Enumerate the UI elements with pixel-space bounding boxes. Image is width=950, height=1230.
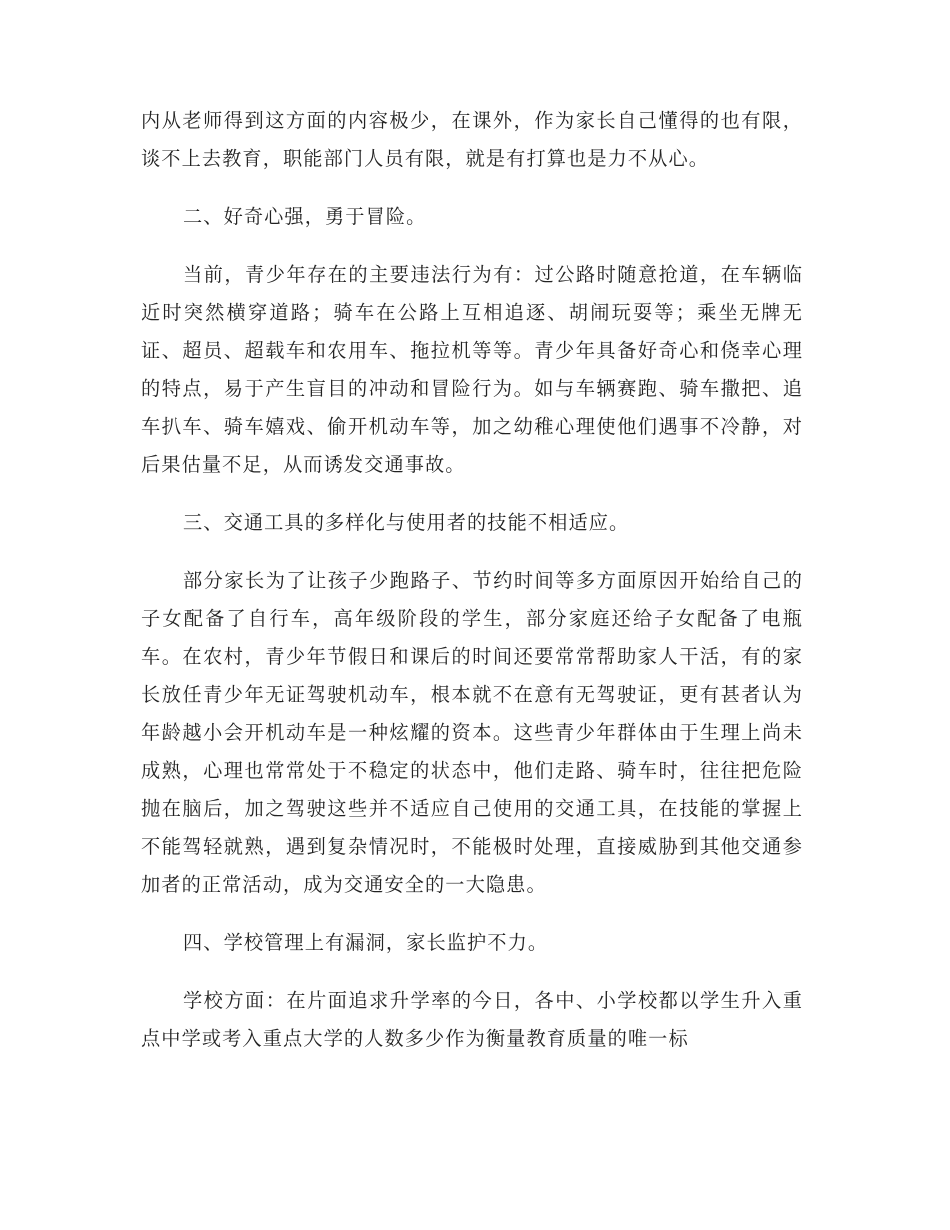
paragraph-violations: 当前，青少年存在的主要违法行为有：过公路时随意抢道，在车辆临近时突然横穿道路；骑车在公路上互相追逐、胡闹玩耍等；乘坐无牌无证、超员、超载车和农用车、拖拉机等等。青少年具备好奇心和侥幸心理的特点，易于产生盲目的冲动和冒险行为。如与车辆赛跑、骑车撒把、追车扒车、骑车嬉戏、偷开机动车等，加之幼稚心理使他们遇事不冷静，对后果估量不足，从而诱发交通事故。 bbox=[141, 263, 803, 476]
paragraph-vehicles: 部分家长为了让孩子少跑路子、节约时间等多方面原因开始给自己的子女配备了自行车，高年级阶段的学生，部分家庭还给子女配备了电瓶车。在农村，青少年节假日和课后的时间还要常常帮助家人干活，有的家长放任青少年无证驾驶机动车，根本就不在意有无驾驶证，更有甚者认为年龄越小会开机动车是一种炫耀的资本。这些青少年群体由于生理上尚未成熟，心理也常常处于不稳定的状态中，他们走路、骑车时，往往把危险抛在脑后，加之驾驶这些并不适应自己使用的交通工具，在技能的掌握上不能驾轻就熟，遇到复杂情况时，不能极时处理，直接威胁到其他交通参加者的正常活动，成为交通安全的一大隐患。 bbox=[141, 569, 803, 896]
section-heading-2: 二、好奇心强，勇于冒险。 bbox=[183, 205, 427, 228]
paragraph-continuation: 内从老师得到这方面的内容极少，在课外，作为家长自己懂得的也有限，谈不上去教育，职能部门人员有限，就是有打算也是力不从心。 bbox=[141, 109, 803, 170]
document-page bbox=[141, 102, 803, 1078]
section-heading-3: 三、交通工具的多样化与使用者的技能不相适应。 bbox=[183, 511, 630, 534]
section-heading-4: 四、学校管理上有漏洞，家长监护不力。 bbox=[183, 931, 549, 954]
paragraph-school: 学校方面：在片面追求升学率的今日，各中、小学校都以学生升入重点中学或考入重点大学的人数多少作为衡量教育质量的唯一标 bbox=[141, 989, 803, 1050]
